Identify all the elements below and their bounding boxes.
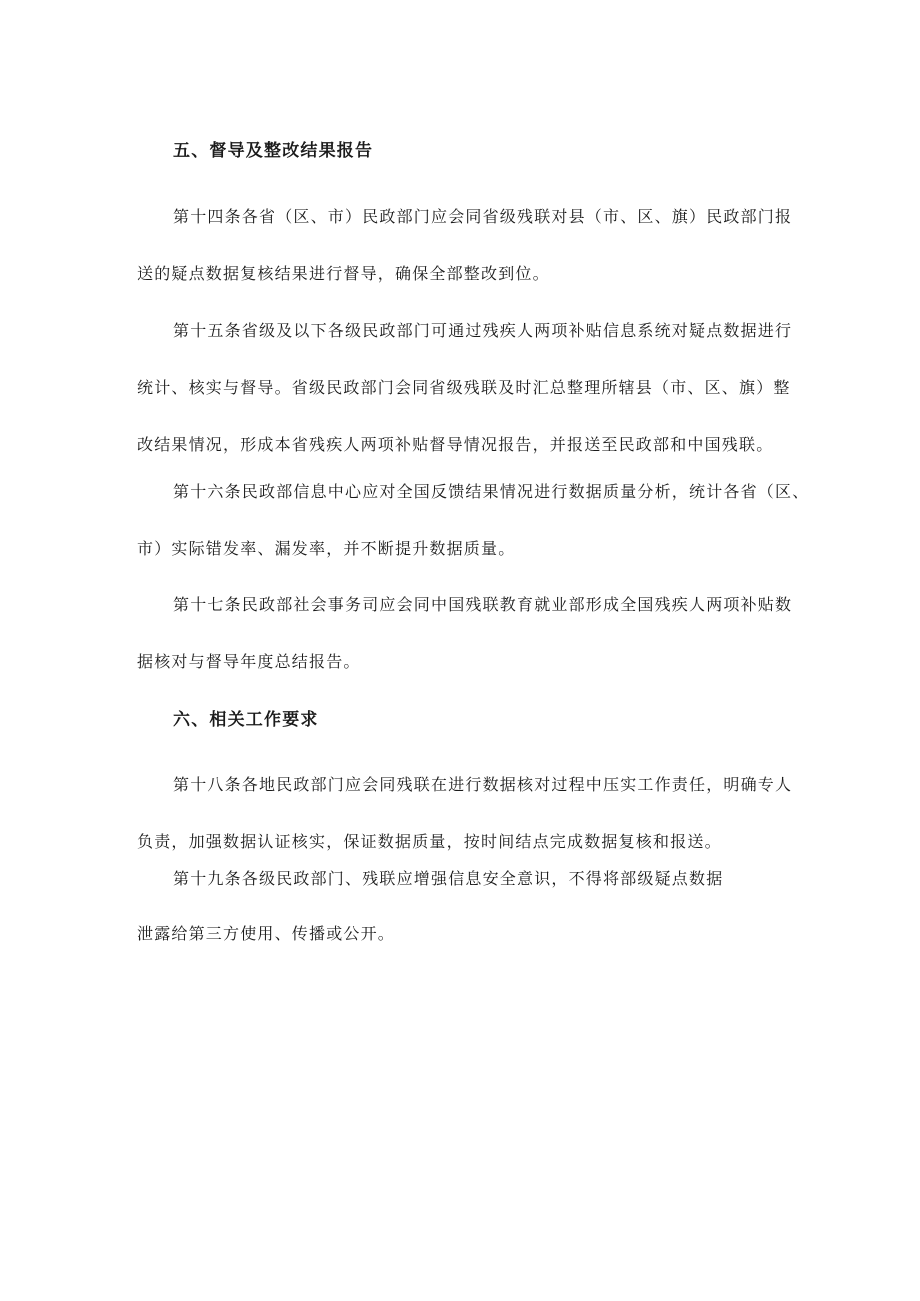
article-15-line-3: 改结果情况，形成本省残疾人两项补贴督导情况报告，并报送至民政部和中国残联。 bbox=[137, 435, 774, 454]
article-19-line-2: 泄露给第三方使用、传播或公开。 bbox=[137, 924, 396, 943]
article-15-line-2: 统计、核实与督导。省级民政部门会同省级残联及时汇总整理所辖县（市、区、旗）整 bbox=[137, 378, 791, 397]
article-16-line-2: 市）实际错发率、漏发率，并不断提升数据质量。 bbox=[137, 539, 516, 558]
article-16 bbox=[137, 463, 810, 577]
section-heading-6: 六、相关工作要求 bbox=[173, 710, 319, 730]
article-15-line-1: 第十五条省级及以下各级民政部门可通过残疾人两项补贴信息系统对疑点数据进行 bbox=[173, 321, 793, 340]
article-14 bbox=[137, 188, 797, 302]
article-18-line-2: 负责，加强数据认证核实，保证数据质量，按时间结点完成数据复核和报送。 bbox=[137, 832, 722, 851]
article-17-line-1: 第十七条民政部社会事务司应会同中国残联教育就业部形成全国残疾人两项补贴数 bbox=[173, 595, 793, 614]
article-18-line-1: 第十八条各地民政部门应会同残联在进行数据核对过程中压实工作责任，明确专人 bbox=[173, 775, 793, 794]
article-15 bbox=[137, 302, 797, 473]
article-14-line-2: 送的疑点数据复核结果进行督导，确保全部整改到位。 bbox=[137, 264, 550, 283]
article-19-line-1: 第十九条各级民政部门、残联应增强信息安全意识，不得将部级疑点数据 bbox=[173, 869, 724, 888]
article-16-line-1: 第十六条民政部信息中心应对全国反馈结果情况进行数据质量分析，统计各省（区、 bbox=[173, 482, 810, 501]
article-17 bbox=[137, 576, 797, 690]
article-17-line-2: 据核对与督导年度总结报告。 bbox=[137, 652, 361, 671]
section-heading-5: 五、督导及整改结果报告 bbox=[173, 141, 374, 161]
article-14-line-1: 第十四条各省（区、市）民政部门应会同省级残联对县（市、区、旗）民政部门报 bbox=[173, 207, 793, 226]
article-19 bbox=[137, 850, 797, 962]
